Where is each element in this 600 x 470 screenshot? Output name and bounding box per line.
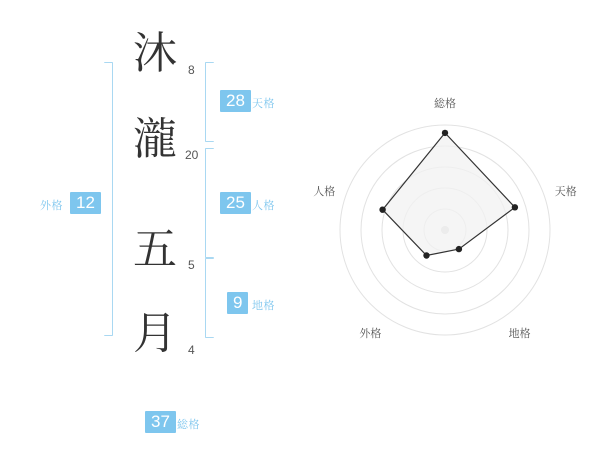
kanji-char-1: 沐: [133, 29, 177, 78]
chikaku-value: 9: [227, 292, 248, 314]
radar-axis-label-soukaku: 総格: [434, 98, 456, 110]
kanji-char-2: 瀧: [133, 115, 177, 164]
radar-axis-label-chikaku: 地格: [508, 327, 531, 340]
tenkaku-value: 28: [220, 90, 251, 112]
gaikaku-value: 12: [70, 192, 101, 214]
kanji-char-3: 五: [133, 225, 177, 274]
tenkaku-bracket: [205, 62, 214, 142]
chikaku-label: 地格: [252, 300, 275, 312]
stroke-count-3: 5: [188, 258, 195, 272]
radar-axis-label-tenkaku: 天格: [554, 185, 577, 198]
jinkaku-bracket: [205, 148, 214, 258]
stroke-count-1: 8: [188, 63, 195, 77]
stroke-count-2: 20: [185, 148, 199, 162]
radar-chart: [310, 98, 580, 370]
gaikaku-bracket: [104, 62, 113, 336]
soukaku-value: 37: [145, 411, 176, 433]
tenkaku-label: 天格: [252, 98, 275, 110]
soukaku-label: 総格: [177, 419, 200, 431]
stroke-count-4: 4: [188, 343, 195, 357]
gaikaku-label: 外格: [40, 200, 63, 212]
chikaku-bracket: [205, 258, 214, 338]
radar-axis-label-jinkaku: 人格: [313, 185, 336, 198]
kanji-char-4: 月: [133, 309, 177, 358]
jinkaku-value: 25: [220, 192, 251, 214]
radar-axis-label-gaikaku: 外格: [359, 327, 382, 340]
jinkaku-label: 人格: [252, 200, 275, 212]
radar-chart-svg: [310, 110, 580, 370]
